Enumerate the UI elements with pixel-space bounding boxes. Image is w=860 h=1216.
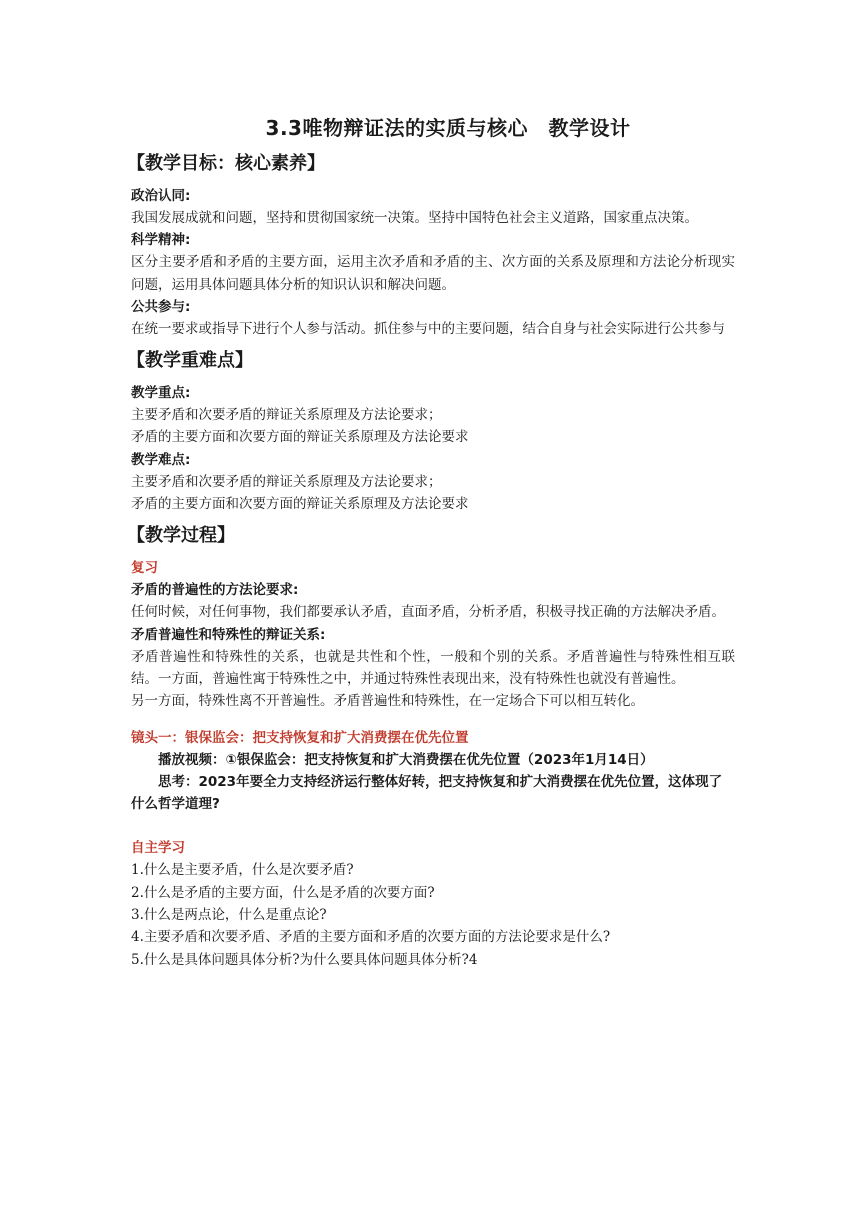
section-heading-objectives: 【教学目标：核心素养】 <box>127 153 325 174</box>
self-study-list <box>131 859 735 970</box>
difficult-point-line: 主要矛盾和次要矛盾的辩证关系原理及方法论要求； <box>131 473 442 490</box>
review-q2-text: 矛盾普遍性和特殊性的关系，也就是共性和个性，一般和个别的关系。矛盾普遍性与特殊性相互联结。一方面，普遍性寓于特殊性之中，并通过特殊性表现出来，没有特殊性也就没有普遍性。 <box>131 648 735 687</box>
list-item: 1.什么是主要矛盾，什么是次要矛盾? <box>131 862 354 879</box>
document-title: 3.3唯物辩证法的实质与核心 教学设计 <box>265 116 631 140</box>
list-item: 2.什么是矛盾的主要方面，什么是矛盾的次要方面? <box>131 884 435 901</box>
review-q2-text: 另一方面，特殊性离不开普遍性。矛盾普遍性和特殊性，在一定场合下可以相互转化。 <box>131 693 644 710</box>
objective-text-science: 区分主要矛盾和矛盾的主要方面，运用主次矛盾和矛盾的主、次方面的关系及原理和方法论分析现实问题，运用具体问题具体分析的知识认识和解决问题。 <box>131 254 735 293</box>
key-point-line: 矛盾的主要方面和次要方面的辩证关系原理及方法论要求 <box>131 429 469 446</box>
self-study-label: 自主学习 <box>131 840 185 857</box>
list-item: 5.什么是具体问题具体分析?为什么要具体问题具体分析?4 <box>131 951 478 968</box>
objective-label-political: 政治认同: <box>131 188 191 204</box>
video-line: 播放视频：①银保监会：把支持恢复和扩大消费摆在优先位置（2023年1月14日） <box>158 751 654 768</box>
review-q1-text: 任何时候，对任何事物，我们都要承认矛盾，直面矛盾，分析矛盾，积极寻找正确的方法解决矛盾。 <box>131 604 725 621</box>
difficult-point-line: 矛盾的主要方面和次要方面的辩证关系原理及方法论要求 <box>131 496 469 513</box>
think-question: 思考：2023年要全力支持经济运行整体好转，把支持恢复和扩大消费摆在优先位置，这体现了什么哲学道理? <box>131 773 723 813</box>
key-point-line: 主要矛盾和次要矛盾的辩证关系原理及方法论要求； <box>131 407 442 424</box>
objective-label-public: 公共参与: <box>131 298 191 315</box>
section-heading-key-points: 【教学重难点】 <box>127 350 253 372</box>
review-label: 复习 <box>131 560 158 577</box>
objective-text-public: 在统一要求或指导下进行个人参与活动。抓住参与中的主要问题，结合自身与社会实际进行公共参与 <box>131 320 725 337</box>
document-content <box>127 112 735 971</box>
objective-text-political: 我国发展成就和问题，坚持和贯彻国家统一决策。坚持中国特色社会主义道路，国家重点决策。 <box>131 210 698 226</box>
key-points-label: 教学重点: <box>131 385 191 402</box>
section-heading-process: 【教学过程】 <box>127 525 235 547</box>
list-item: 4.主要矛盾和次要矛盾、矛盾的主要方面和矛盾的次要方面的方法论要求是什么? <box>131 929 611 946</box>
shot-one-heading: 镜头一：银保监会：把支持恢复和扩大消费摆在优先位置 <box>131 729 469 746</box>
review-q1-label: 矛盾的普遍性的方法论要求: <box>131 582 299 599</box>
review-q2-label: 矛盾普遍性和特殊性的辩证关系: <box>131 626 326 643</box>
difficult-points-label: 教学难点: <box>131 451 191 468</box>
objective-label-science: 科学精神: <box>131 232 191 249</box>
list-item: 3.什么是两点论，什么是重点论? <box>131 907 327 924</box>
